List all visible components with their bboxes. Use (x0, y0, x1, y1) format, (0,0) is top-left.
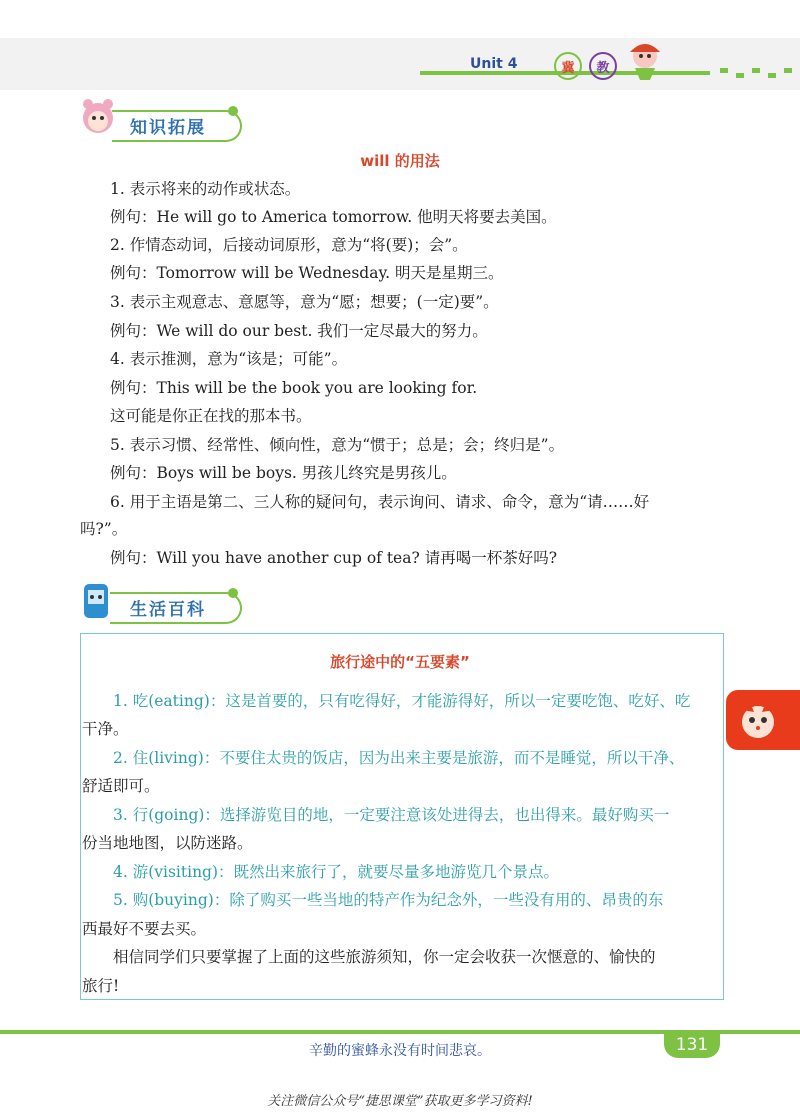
s2-line: 舒适即可。 (82, 777, 160, 795)
s2-line: 旅行! (82, 977, 120, 995)
header-band (0, 38, 800, 90)
s2-line: 相信同学们只要掌握了上面的这些旅游须知，你一定会收获一次惬意的、愉快的 (113, 948, 656, 966)
s2-line: 2. 住(living)：不要住太贵的饭店，因为出来主要是旅游，而不是睡觉，所以干净、 (113, 749, 685, 767)
s1-line: 1. 表示将来的动作或状态。 (110, 180, 301, 198)
s1-line: 例句：He will go to America tomorrow. 他明天将要去美国。 (110, 208, 557, 226)
section2-title: 旅行途中的“五要素” (330, 653, 470, 671)
section1-title: will 的用法 (360, 152, 440, 170)
unit-label: Unit 4 (470, 56, 518, 72)
s1-line: 例句：Boys will be boys. 男孩儿终究是男孩儿。 (110, 464, 457, 482)
s1-line: 吗?”。 (80, 520, 128, 538)
s1-line: 例句：This will be the book you are looking for. (110, 379, 478, 397)
s2-line: 4. 游(visiting)：既然出来旅行了，就要尽量多地游览几个景点。 (113, 863, 560, 881)
section2-dot (228, 588, 238, 598)
fox-mascot-icon (736, 698, 780, 742)
phone-mascot-icon (78, 580, 114, 622)
s1-line: 6. 用于主语是第二、三人称的疑问句，表示询问、请求、命令，意为“请……好 (110, 493, 650, 511)
page-number: 131 (664, 1032, 720, 1058)
footer-motto: 辛勤的蜜蜂永没有时间悲哀。 (309, 1043, 491, 1059)
section1-dot (228, 106, 238, 116)
s2-line: 3. 行(going)：选择游览目的地，一定要注意该处进得去，也出得来。最好购买一 (113, 806, 670, 824)
bottom-note: 关注微信公众号“捷思课堂”获取更多学习资料! (267, 1094, 533, 1109)
s1-line: 例句：Will you have another cup of tea? 请再喝一杯茶好吗? (110, 549, 558, 567)
s2-line: 1. 吃(eating)：这是首要的，只有吃得好，才能游得好，所以一定要吃饱、吃好、吃 (113, 692, 691, 710)
s1-line: 这可能是你正在找的那本书。 (110, 407, 312, 425)
section1-label: 知识拓展 (130, 118, 206, 138)
section2-label: 生活百科 (130, 600, 206, 620)
s1-line: 3. 表示主观意志、意愿等，意为“愿；想要；(一定)要”。 (110, 293, 499, 311)
s1-line: 例句：We will do our best. 我们一定尽最大的努力。 (110, 322, 488, 340)
s2-line: 西最好不要去买。 (82, 920, 207, 938)
girl-mascot-icon (620, 38, 670, 82)
s2-line: 份当地地图，以防迷路。 (82, 834, 253, 852)
s2-line: 5. 购(buying)：除了购买一些当地的特产作为纪念外，一些没有用的、昂贵的东 (113, 891, 664, 909)
s1-line: 例句：Tomorrow will be Wednesday. 明天是星期三。 (110, 264, 504, 282)
badge-ji: 冀 (554, 52, 582, 80)
s1-line: 4. 表示推测，意为“该是；可能”。 (110, 350, 348, 368)
s2-line: 干净。 (82, 720, 129, 738)
s1-line: 5. 表示习惯、经常性、倾向性，意为“惯于；总是；会；终归是”。 (110, 436, 565, 454)
s1-line: 2. 作情态动词，后接动词原形，意为“将(要)；会”。 (110, 236, 468, 254)
badge-jiao: 教 (589, 52, 617, 80)
